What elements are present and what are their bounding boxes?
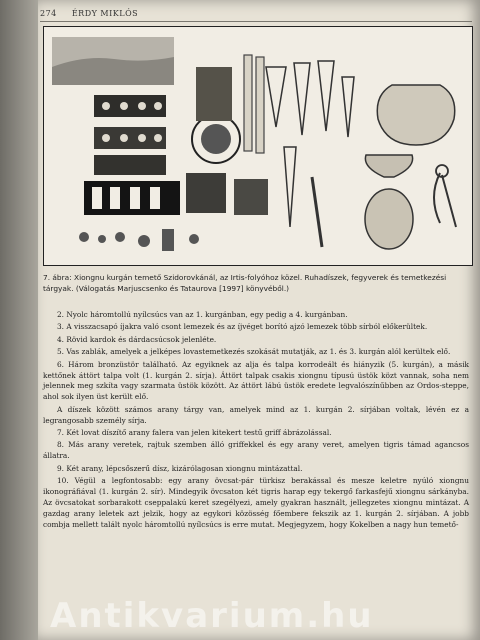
watermark: Antikvarium.hu: [50, 596, 374, 636]
cauldron-top: [365, 155, 412, 177]
ceramic-vessel: [377, 85, 454, 145]
belt-plaque-3: [94, 155, 166, 175]
figure-plate: [43, 26, 473, 266]
cauldron-body: [365, 189, 413, 249]
paragraph: 9. Két arany, lépcsőszerű dísz, kizárólagosan xiongnu mintázattal.: [57, 463, 303, 473]
iron-bit: [434, 173, 456, 227]
paragraph: 5. Vas zablák, amelyek a jelképes lovastemetkezés szokását mutatják, az 1. és 3. kurgán alól kerültek elő.: [57, 347, 451, 357]
paragraph: 3. A visszacsapó íjakra való csont lemezek és az íjvéget borító ajzó lemezek több sírból előkerültek.: [57, 322, 428, 332]
paragraph: 7. Két lovat díszítő arany falera van jelen kitekert testű griff ábrázolással.: [57, 428, 332, 438]
page-number: 274: [40, 9, 57, 18]
figure-caption: 7. ábra: Xiongnu kurgán temető Szidorovkánál, az Irtis-folyóhoz közel. Ruhadíszek, fegyverek és temetkezési tárgyak. (Válogatás Marjuscsenko és Tataurova [1997] könyvéből.): [43, 273, 447, 293]
bow-plates: [244, 55, 264, 153]
square-plaque: [186, 173, 226, 213]
square-plaque-2: [234, 179, 268, 215]
book-gutter: [0, 0, 38, 640]
paragraph: 2. Nyolc háromtollú nyílcsúcs van az 1. kurgánban, egy pedig a 4. kurgánban.: [57, 310, 348, 319]
body-text: [43, 310, 469, 532]
paragraph: A díszek között számos arany tárgy van, amelyek mind az 1. kurgán 2. sírjában voltak, lévén ez a legrangosabb személy sírja.: [43, 404, 469, 425]
arrowheads: [266, 61, 354, 227]
paragraph: 4. Rövid kardok és dárdacsúcsok jelenléte.: [57, 334, 217, 344]
paragraph: 6. Három bronzüstör található. Az egyiknek az alja és talpa korrodeált és hiányzik (5. kurgán), a másik kettőnek áttört talpa volt (1. kurgán 2. sírja). Áttört talpak csakis xiongnu típusú üstök közt vannak, soha nem jelennek meg szkíta vagy szarmata üstök között. Az áttört lábú üstök eredete legvalószínűbben az Ordos-steppe, ahol sok ilyen üst került elő.: [43, 359, 469, 402]
figure-illustration: [44, 27, 472, 265]
paragraph: 8. Más arany veretek, rajtuk szemben álló griffekkel és egy arany veret, amelyen tigris támad agancsos állatra.: [43, 440, 469, 461]
phalera-center: [201, 124, 231, 154]
paragraph: 10. Végül a legfontosabb: egy arany övcsat-pár türkisz berakással és mesze keletre nyúló xiongnu ikonográfiával (1. kurgán 2. sír). Mindegyik övcsaton két tigris harap egy tekergő farkasfejű xiongnu sárkányba. Az övcsatokat sorbarakott cseppalakú keret szegélyezi, amely gyakran használt, jellegzetes xiongnu mintázat. A gazdag arany leletek azt jelzik, hogy az egykori közösség főembere fekszik az 1. kurgán 2. sírjában. A jobb combja mellett talált nyolc háromtollú nyílcsúcs is erre mutat. Megjegyzem, hogy Kokelben a nagy hun temető-: [43, 476, 469, 529]
dagger: [312, 177, 322, 247]
tall-plaque: [196, 67, 232, 121]
running-title: ÉRDY MIKLÓS: [71, 9, 139, 18]
small-finds: [79, 229, 199, 251]
running-header: [40, 9, 472, 22]
